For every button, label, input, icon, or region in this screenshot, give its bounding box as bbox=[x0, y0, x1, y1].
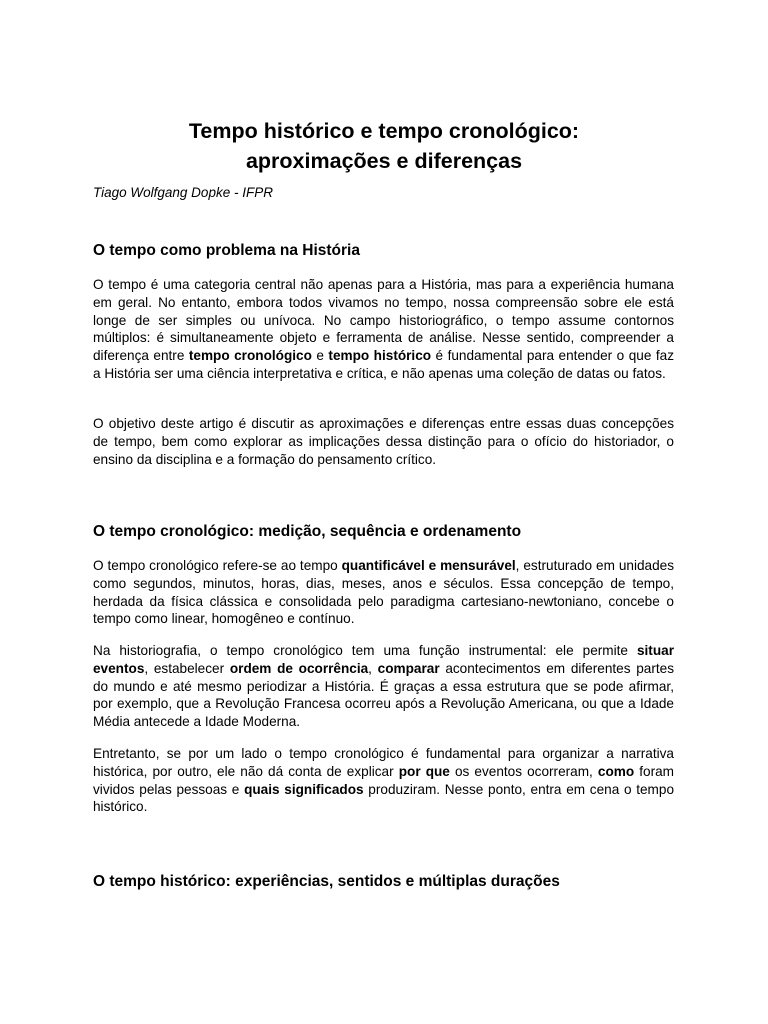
text-run: acontecimentos em diferentes partes do mundo e até mesmo periodizar a História. É graças a essa estrutura que se pode afirmar, por exemplo, que a Revolução Francesa ocorreu após a Revolução Americana, ou que a Idade Média antecede a Idade Moderna. bbox=[93, 660, 674, 730]
bold-term: ordem de ocorrência bbox=[229, 660, 369, 676]
bold-term: tempo histórico bbox=[328, 348, 432, 364]
text-run: os eventos ocorreram, bbox=[449, 763, 598, 779]
paragraph bbox=[93, 276, 674, 383]
paragraph bbox=[93, 557, 674, 628]
text-run: , estruturado em unidades como segundos, minutos, horas, dias, meses, anos e séculos. Essa concepção de tempo, herdada da física clássica e consolidada pelo paradigma cartesiano-newtoniano, concebe o tempo como linear, homogêneo e contínuo. bbox=[93, 558, 674, 627]
bold-term: situar eventos bbox=[93, 643, 674, 676]
paragraph bbox=[93, 415, 674, 468]
section-heading: O tempo como problema na História bbox=[93, 242, 360, 259]
text-run: foram vividos pelas pessoas e bbox=[93, 763, 675, 797]
section-heading: O tempo cronológico: medição, sequência e ordenamento bbox=[93, 523, 522, 540]
text-run: O tempo cronológico refere-se ao tempo bbox=[93, 558, 342, 573]
bold-term: quantificável e mensurável bbox=[341, 558, 516, 573]
text-run: O tempo é uma categoria central não apenas para a História, mas para a experiência humana em geral. No entanto, embora todos vivamos no tempo, nossa compreensão sobre ele está longe de ser simples ou unívoca. No campo historiográfico, o tempo assume contornos múltiplos: é simultaneamente objeto e ferramenta de análise. Nesse sentido, compreender a diferença entre bbox=[93, 277, 674, 364]
bold-term: quais significados bbox=[244, 781, 364, 797]
document-title bbox=[92, 116, 676, 176]
text-run: e bbox=[311, 348, 329, 364]
paragraph bbox=[93, 745, 674, 816]
text-run: produziram. Nesse ponto, entra em cena o tempo histórico. bbox=[93, 781, 675, 815]
bold-term: como bbox=[597, 763, 635, 779]
author-byline: Tiago Wolfgang Dopke - IFPR bbox=[93, 185, 273, 200]
bold-term: tempo cronológico bbox=[188, 348, 312, 364]
text-run: é fundamental para entender o que faz a História ser uma ciência interpretativa e crítica, e não apenas uma coleção de datas ou fatos. bbox=[93, 348, 674, 381]
bold-term: por que bbox=[398, 763, 450, 779]
text-run: Entretanto, se por um lado o tempo cronológico é fundamental para organizar a narrativa histórica, por outro, ele não dá conta de explicar bbox=[93, 746, 674, 779]
text-run: , estabelecer bbox=[144, 660, 230, 676]
title-line: aproximações e diferenças bbox=[245, 149, 523, 173]
section-heading: O tempo histórico: experiências, sentidos e múltiplas durações bbox=[93, 873, 560, 890]
text-run: O objetivo deste artigo é discutir as aproximações e diferenças entre essas duas concepções de tempo, bem como explorar as implicações dessa distinção para o ofício do historiador, o ensino da disciplina e a formação do pensamento crítico. bbox=[93, 416, 674, 467]
text-run: , bbox=[368, 660, 378, 676]
title-line: Tempo histórico e tempo cronológico: bbox=[188, 119, 580, 143]
paragraph bbox=[93, 642, 674, 731]
bold-term: comparar bbox=[377, 660, 440, 676]
text-run: Na historiografia, o tempo cronológico tem uma função instrumental: ele permite bbox=[93, 643, 637, 658]
